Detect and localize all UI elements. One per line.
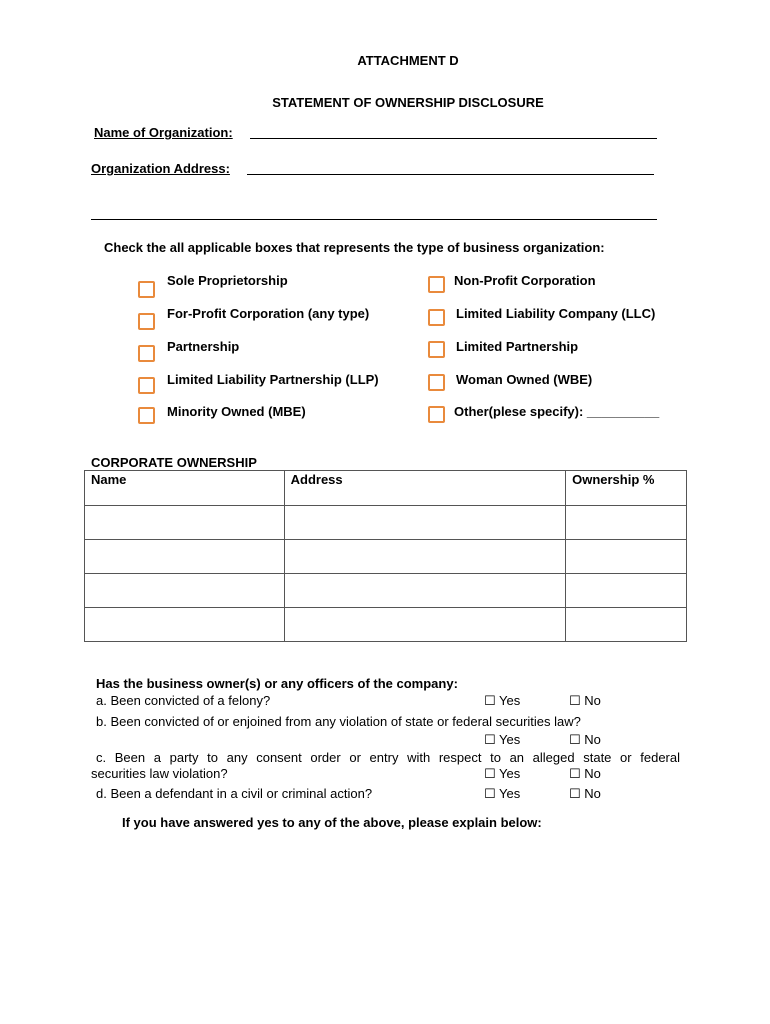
question-d-no[interactable]: ☐ No — [569, 786, 601, 801]
org-address-field[interactable] — [247, 174, 654, 175]
question-a-no[interactable]: ☐ No — [569, 693, 601, 708]
question-a: a. Been convicted of a felony? — [96, 693, 271, 708]
table-row — [85, 608, 687, 642]
question-c: c. Been a party to any consent order or entry with respect to an alleged state or federal — [96, 750, 680, 765]
name-cell[interactable] — [85, 506, 285, 540]
column-header-ownership: Ownership % — [566, 471, 687, 506]
table-row — [85, 574, 687, 608]
question-c-continued: securities law violation? — [91, 766, 228, 781]
business-type-prompt: Check the all applicable boxes that represents the type of business organization: — [104, 240, 605, 255]
checkbox-sole-proprietorship[interactable] — [138, 281, 155, 298]
table-row — [85, 506, 687, 540]
table-header-row — [85, 471, 687, 506]
question-d-yes[interactable]: ☐ Yes — [484, 786, 521, 801]
question-b-yes[interactable]: ☐ Yes — [484, 732, 521, 747]
table-row — [85, 540, 687, 574]
option-label: Minority Owned (MBE) — [167, 404, 306, 419]
name-cell[interactable] — [85, 574, 285, 608]
checkbox-non-profit[interactable] — [428, 276, 445, 293]
question-a-yes[interactable]: ☐ Yes — [484, 693, 521, 708]
option-label: Limited Liability Partnership (LLP) — [167, 372, 379, 387]
option-label: For-Profit Corporation (any type) — [167, 306, 370, 321]
option-label: Woman Owned (WBE) — [456, 372, 593, 387]
ownership-cell[interactable] — [566, 540, 687, 574]
option-label: Non-Profit Corporation — [454, 273, 596, 288]
org-name-field[interactable] — [250, 138, 657, 139]
explain-prompt: If you have answered yes to any of the above, please explain below: — [122, 815, 542, 830]
question-c-yes[interactable]: ☐ Yes — [484, 766, 521, 781]
checkbox-llc[interactable] — [428, 309, 445, 326]
page-title: STATEMENT OF OWNERSHIP DISCLOSURE — [272, 95, 544, 110]
ownership-cell[interactable] — [566, 608, 687, 642]
option-label: Other(plese specify): __________ — [454, 404, 660, 419]
question-d: d. Been a defendant in a civil or criminal action? — [96, 786, 373, 801]
checkbox-partnership[interactable] — [138, 345, 155, 362]
option-label: Sole Proprietorship — [167, 273, 288, 288]
checkbox-wbe[interactable] — [428, 374, 445, 391]
address-cell[interactable] — [284, 540, 565, 574]
org-name-label: Name of Organization: — [94, 125, 233, 140]
questions-intro: Has the business owner(s) or any officers of the company: — [96, 676, 458, 691]
option-label: Limited Partnership — [456, 339, 579, 354]
question-b: b. Been convicted of or enjoined from any violation of state or federal securities law? — [96, 714, 581, 729]
address-cell[interactable] — [284, 574, 565, 608]
ownership-heading: CORPORATE OWNERSHIP — [91, 455, 257, 470]
name-cell[interactable] — [85, 540, 285, 574]
ownership-cell[interactable] — [566, 574, 687, 608]
option-label: Partnership — [167, 339, 240, 354]
address-cell[interactable] — [284, 608, 565, 642]
question-b-no[interactable]: ☐ No — [569, 732, 601, 747]
attachment-label: ATTACHMENT D — [357, 53, 459, 68]
org-address-label: Organization Address: — [91, 161, 230, 176]
column-header-name: Name — [85, 471, 285, 506]
checkbox-mbe[interactable] — [138, 407, 155, 424]
org-address-field-line2[interactable] — [91, 219, 657, 220]
checkbox-other[interactable] — [428, 406, 445, 423]
ownership-cell[interactable] — [566, 506, 687, 540]
checkbox-limited-partnership[interactable] — [428, 341, 445, 358]
ownership-table — [84, 470, 687, 642]
column-header-address: Address — [284, 471, 565, 506]
checkbox-for-profit[interactable] — [138, 313, 155, 330]
address-cell[interactable] — [284, 506, 565, 540]
question-c-no[interactable]: ☐ No — [569, 766, 601, 781]
option-label: Limited Liability Company (LLC) — [456, 306, 656, 321]
name-cell[interactable] — [85, 608, 285, 642]
checkbox-llp[interactable] — [138, 377, 155, 394]
